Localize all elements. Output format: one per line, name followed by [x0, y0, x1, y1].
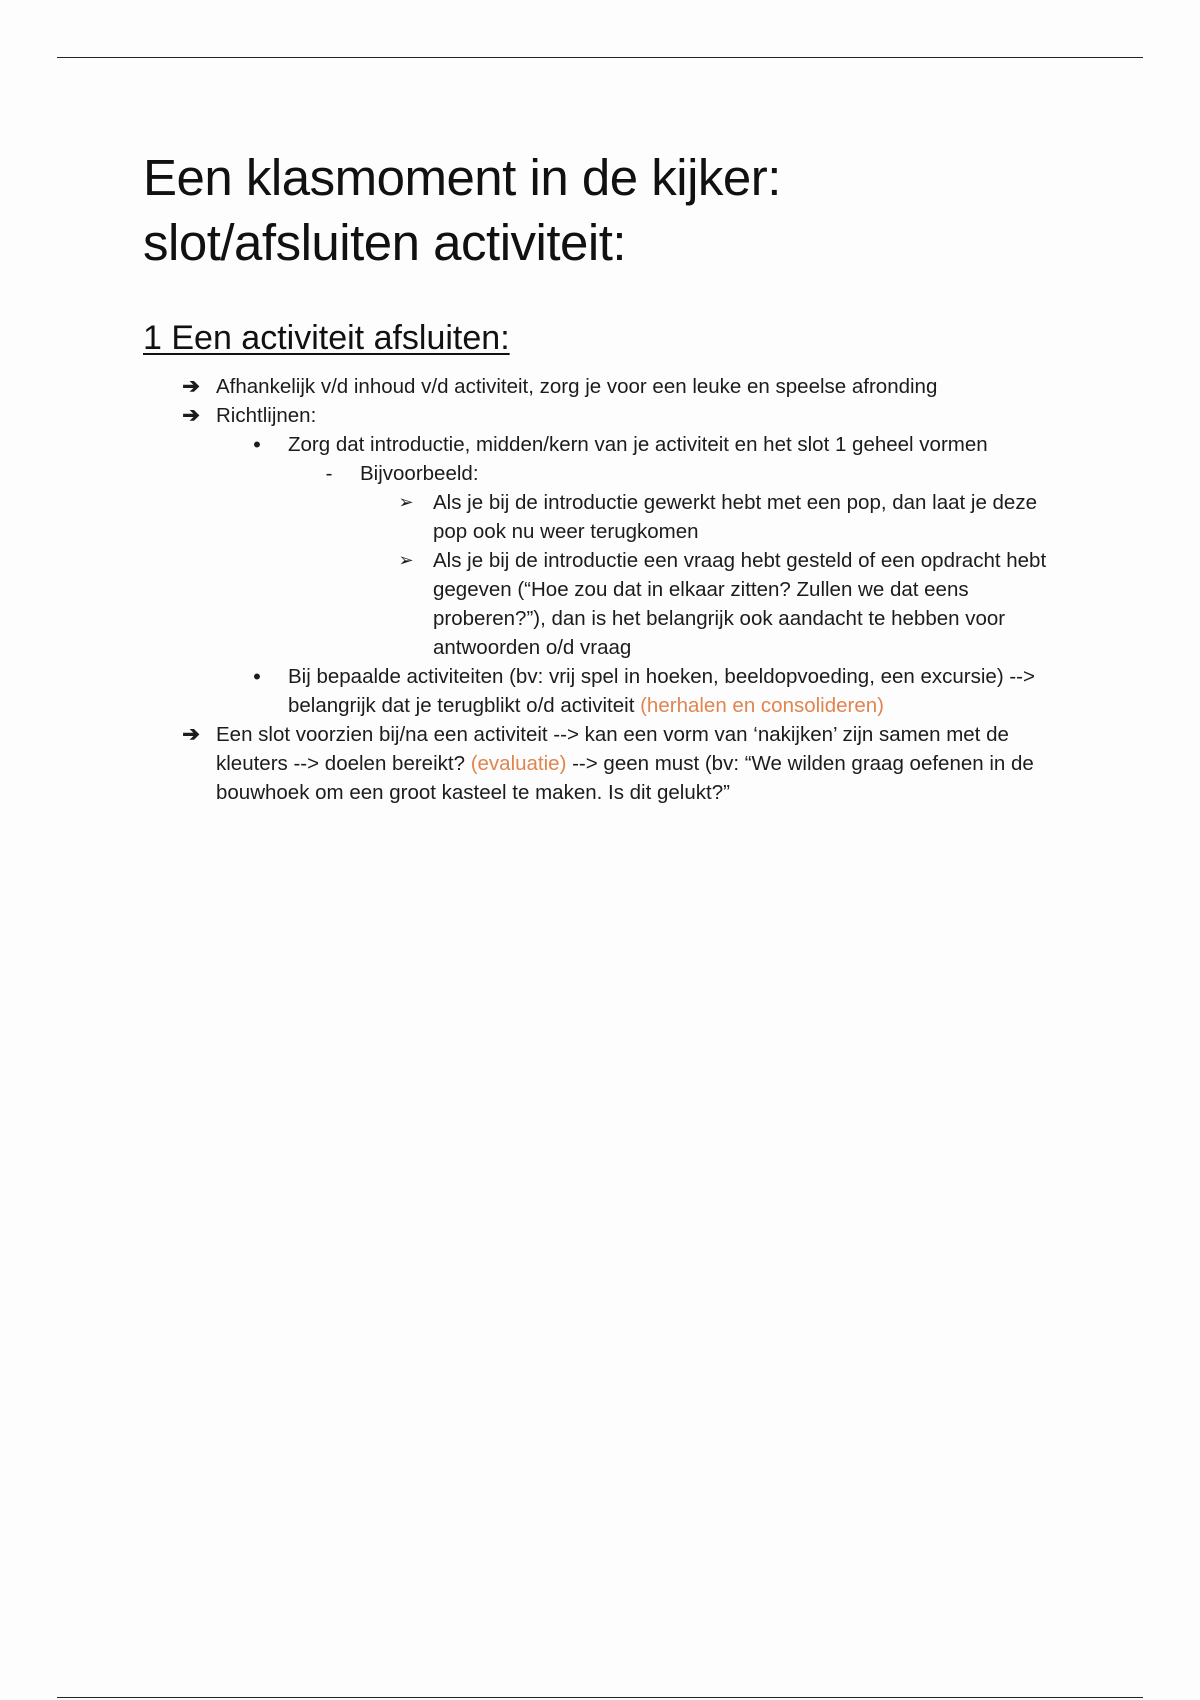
list-item-text — [216, 720, 1066, 807]
list-item-text-part: --> geen must (bv: “We wilden graag oefenen in de bouwhoek om een groot kasteel te maken. Is dit gelukt?” — [216, 752, 1034, 804]
header-rule — [57, 57, 1143, 58]
highlighted-note: (herhalen en consolideren) — [640, 694, 884, 717]
footer-rule — [57, 1697, 1143, 1698]
list-item — [0, 430, 1068, 459]
list-item-text: Afhankelijk v/d inhoud v/d activiteit, zorg je voor een leuke en speelse afronding — [216, 375, 938, 398]
section-heading: 1 Een activiteit afsluiten: — [143, 319, 510, 357]
bullet-dot-icon: • — [253, 432, 261, 457]
list-item-text-part: Een slot voorzien bij/na een activiteit --> kan een vorm van ‘nakijken’ zijn samen met de kleuters --> doelen bereikt? — [216, 723, 1009, 775]
arrow-icon: ➔ — [182, 404, 200, 427]
list-item — [0, 488, 1065, 546]
highlighted-note: (evaluatie) — [470, 752, 567, 775]
arrowhead-icon: ➢ — [398, 550, 414, 570]
list-item-text-part: Bij bepaalde activiteiten (bv: vrij spel in hoeken, beeldopvoeding, een excursie) --> belangrijk dat je terugblikt o/d activiteit — [288, 665, 1035, 717]
list-item — [0, 546, 1065, 662]
title-line-1: Een klasmoment in de kijker: — [143, 149, 781, 206]
list-item — [0, 372, 1066, 401]
list-item-text: Als je bij de introductie een vraag hebt gesteld of een opdracht hebt gegeven (“Hoe zou dat in elkaar zitten? Zullen we dat eens proberen?”), dan is het belangrijk ook aandacht te hebben voor antwoorden o/d vraag — [433, 549, 1047, 659]
list-item-text: Als je bij de introductie gewerkt hebt met een pop, dan laat je deze pop ook nu weer terugkomen — [433, 491, 1037, 543]
list-item — [0, 401, 1066, 430]
list-item — [0, 459, 1060, 488]
bullet-dot-icon: • — [253, 664, 261, 689]
list-item-text: Zorg dat introductie, midden/kern van je activiteit en het slot 1 geheel vormen — [288, 433, 988, 456]
list-item — [0, 662, 1068, 720]
document-body — [0, 372, 1200, 807]
title-line-2: slot/afsluiten activiteit: — [143, 214, 627, 271]
list-item-text: Bijvoorbeeld: — [360, 462, 479, 485]
dash-icon: - — [325, 462, 333, 485]
document-title — [143, 145, 781, 275]
arrow-icon: ➔ — [182, 723, 200, 746]
list-item — [0, 720, 1066, 807]
list-item-text — [288, 662, 1068, 720]
arrow-icon: ➔ — [182, 375, 200, 398]
list-item-text: Richtlijnen: — [216, 404, 317, 427]
arrowhead-icon: ➢ — [398, 492, 414, 512]
